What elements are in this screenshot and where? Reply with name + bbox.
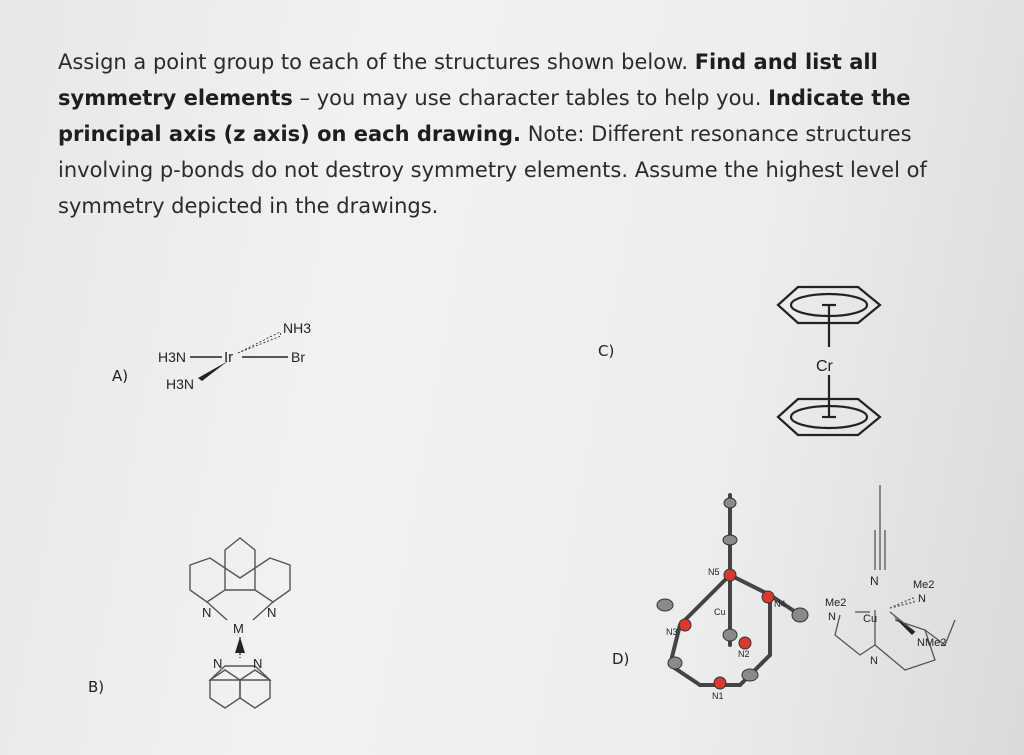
structure-d-crystal <box>640 485 820 705</box>
structure-a <box>150 305 350 405</box>
n2-label: N2 <box>738 649 750 659</box>
h3n-left-label: H3N <box>158 349 187 365</box>
label-c: C) <box>598 342 615 360</box>
n3-label: N3 <box>666 627 678 637</box>
structure-c <box>760 275 900 450</box>
n-top-label: N <box>870 574 879 588</box>
structure-b <box>155 520 325 735</box>
cu-label: Cu <box>863 613 878 625</box>
nh3-top-label: NH3 <box>283 320 312 336</box>
n5-label: N5 <box>708 567 720 577</box>
cr-label: Cr <box>816 358 833 375</box>
n-right-label: N <box>918 593 926 605</box>
n-lower-right-label: N <box>253 656 263 671</box>
label-b: B) <box>88 678 105 696</box>
label-d: D) <box>612 650 630 668</box>
n-bottom-label: N <box>870 655 878 667</box>
n-right-label: N <box>267 605 277 620</box>
cu-atom-label: Cu <box>714 607 726 617</box>
structure-d-lewis <box>815 480 985 700</box>
m-label: M <box>233 621 244 636</box>
n-left-label: N <box>202 605 212 620</box>
n-lower-left-label: N <box>213 656 223 671</box>
n-left-label: N <box>828 611 836 623</box>
question-text: Assign a point group to each of the structures shown below. Find and list all symmetry elements – you may use character tables to help you. Indicate the principal axis (z axis) on each drawing. Note: Different resonance structures involving p-bonds do not destroy symmetry elements. Assume the highest level of symmetry depicted in the drawings. <box>58 50 927 218</box>
br-label: Br <box>291 349 305 365</box>
h3n-bottom-label: H3N <box>166 376 195 392</box>
n1-label: N1 <box>712 691 724 701</box>
label-a: A) <box>112 367 129 385</box>
me2-right-label: Me2 <box>913 579 935 591</box>
me2-left-label: Me2 <box>825 597 847 609</box>
n4-label: N4 <box>774 599 786 609</box>
nme2-label: NMe2 <box>917 637 947 649</box>
ir-label: Ir <box>224 349 234 366</box>
